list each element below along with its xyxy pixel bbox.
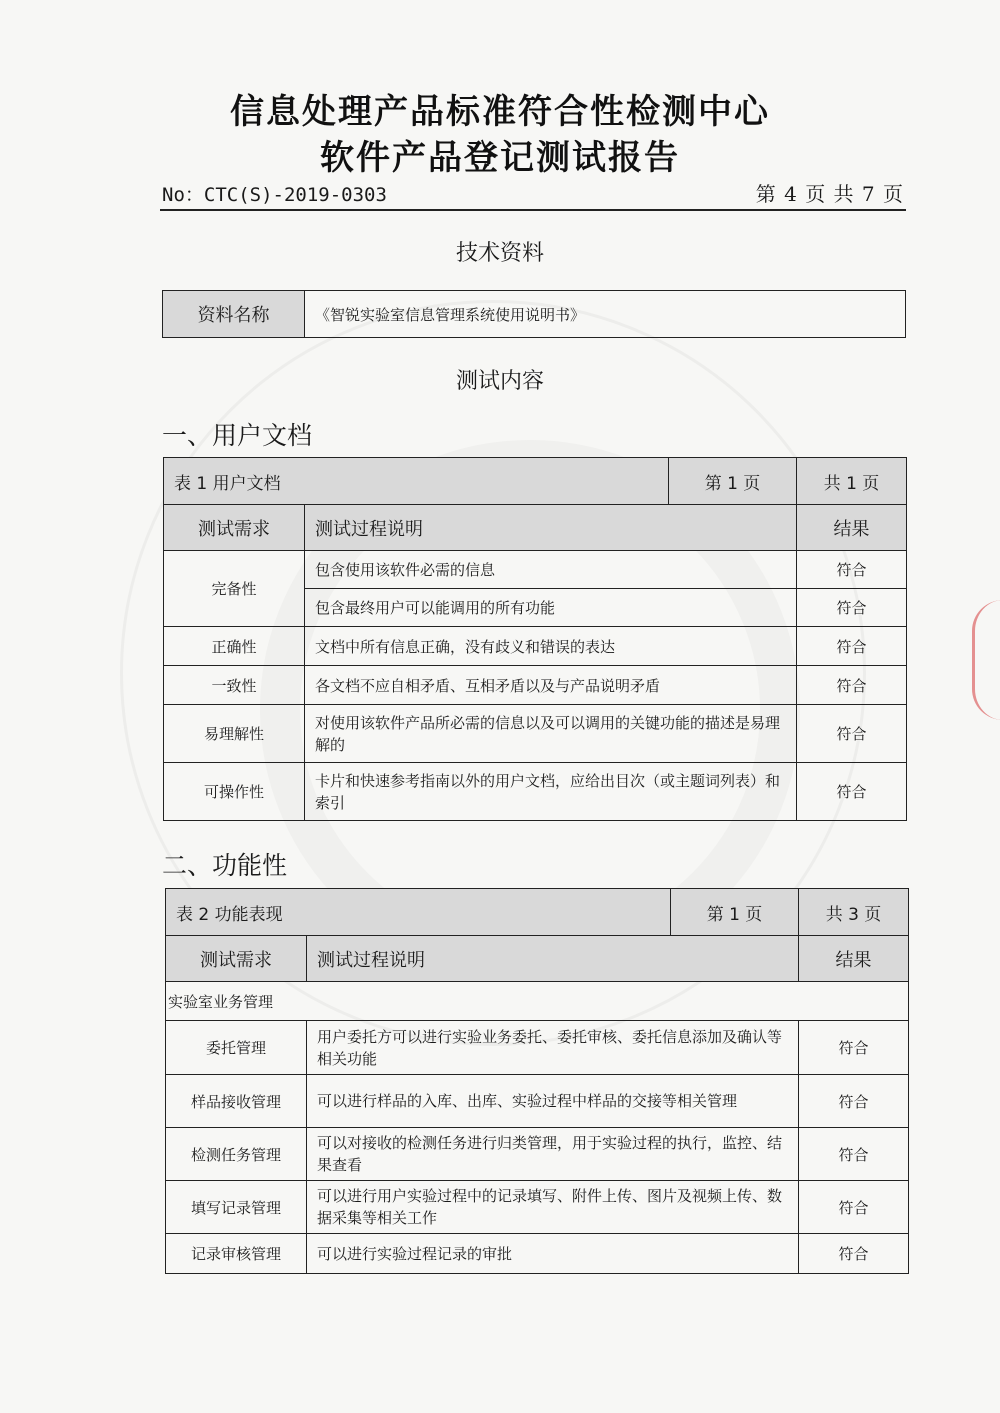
result-cell: 符合 xyxy=(799,1075,909,1128)
desc-cell: 文档中所有信息正确，没有歧义和错误的表达 xyxy=(305,627,797,666)
table-row xyxy=(166,1075,909,1128)
result-cell: 符合 xyxy=(799,1181,909,1234)
result-cell: 符合 xyxy=(797,666,907,705)
result-cell: 符合 xyxy=(797,589,907,627)
report-title-line1: 信息处理产品标准符合性检测中心 xyxy=(230,92,770,132)
section2-heading: 二、功能性 xyxy=(162,851,288,880)
doc-name-label: 资料名称 xyxy=(163,291,305,338)
table-row xyxy=(166,1128,909,1181)
report-title-line2: 软件产品登记测试报告 xyxy=(320,138,680,178)
req-cell: 填写记录管理 xyxy=(166,1181,307,1234)
result-cell: 符合 xyxy=(797,551,907,589)
table1-col-desc: 测试过程说明 xyxy=(305,505,797,551)
table2-page: 第 1 页 xyxy=(671,889,799,936)
doc-name-value: 《智锐实验室信息管理系统使用说明书》 xyxy=(305,291,906,338)
table2-col-result: 结果 xyxy=(799,936,909,982)
test-content-heading: 测试内容 xyxy=(455,369,544,394)
report-number: No：CTC(S)-2019-0303 xyxy=(162,184,387,206)
desc-cell: 用户委托方可以进行实验业务委托、委托审核、委托信息添加及确认等相关功能 xyxy=(307,1021,799,1075)
section1-heading: 一、用户文档 xyxy=(162,421,313,450)
tech-info-heading: 技术资料 xyxy=(455,241,544,266)
req-cell: 可操作性 xyxy=(164,763,305,821)
table-row xyxy=(166,1021,909,1075)
table2-title: 表 2 功能表现 xyxy=(166,889,671,936)
table2-col-desc: 测试过程说明 xyxy=(307,936,799,982)
result-cell: 符合 xyxy=(797,763,907,821)
desc-cell: 包含使用该软件必需的信息 xyxy=(305,551,797,589)
table1-title: 表 1 用户文档 xyxy=(164,458,669,505)
table-row xyxy=(166,1234,909,1274)
req-cell: 委托管理 xyxy=(166,1021,307,1075)
result-cell: 符合 xyxy=(797,705,907,763)
user-doc-table xyxy=(163,457,907,821)
desc-cell: 可以对接收的检测任务进行归类管理，用于实验过程的执行，监控、结果查看 xyxy=(307,1128,799,1181)
page-count: 第 4 页 共 7 页 xyxy=(755,182,904,206)
header-rule xyxy=(160,209,906,211)
table-row xyxy=(164,705,907,763)
req-cell: 正确性 xyxy=(164,627,305,666)
result-cell: 符合 xyxy=(799,1021,909,1075)
req-cell: 检测任务管理 xyxy=(166,1128,307,1181)
table1-col-result: 结果 xyxy=(797,505,907,551)
desc-cell: 包含最终用户可以能调用的所有功能 xyxy=(305,589,797,627)
desc-cell: 对使用该软件产品所必需的信息以及可以调用的关键功能的描述是易理解的 xyxy=(305,705,797,763)
table1-page: 第 1 页 xyxy=(669,458,797,505)
req-cell: 一致性 xyxy=(164,666,305,705)
table1-total: 共 1 页 xyxy=(797,458,907,505)
result-cell: 符合 xyxy=(799,1234,909,1274)
function-table xyxy=(165,888,909,1274)
desc-cell: 各文档不应自相矛盾、互相矛盾以及与产品说明矛盾 xyxy=(305,666,797,705)
table2-col-req: 测试需求 xyxy=(166,936,307,982)
table-row xyxy=(164,551,907,589)
red-stamp-edge xyxy=(972,600,1000,720)
tech-info-table xyxy=(162,290,906,338)
req-cell: 记录审核管理 xyxy=(166,1234,307,1274)
table1-col-req: 测试需求 xyxy=(164,505,305,551)
desc-cell: 可以进行用户实验过程中的记录填写、附件上传、图片及视频上传、数据采集等相关工作 xyxy=(307,1181,799,1234)
req-cell: 易理解性 xyxy=(164,705,305,763)
table-row xyxy=(166,1181,909,1234)
desc-cell: 可以进行样品的入库、出库、实验过程中样品的交接等相关管理 xyxy=(307,1075,799,1128)
desc-cell: 可以进行实验过程记录的审批 xyxy=(307,1234,799,1274)
category-row: 实验室业务管理 xyxy=(166,982,909,1021)
table-row xyxy=(164,666,907,705)
result-cell: 符合 xyxy=(799,1128,909,1181)
result-cell: 符合 xyxy=(797,627,907,666)
req-cell: 样品接收管理 xyxy=(166,1075,307,1128)
desc-cell: 卡片和快速参考指南以外的用户文档，应给出目次（或主题词列表）和索引 xyxy=(305,763,797,821)
table2-total: 共 3 页 xyxy=(799,889,909,936)
table-row xyxy=(164,627,907,666)
req-cell: 完备性 xyxy=(164,551,305,627)
table-row xyxy=(164,763,907,821)
